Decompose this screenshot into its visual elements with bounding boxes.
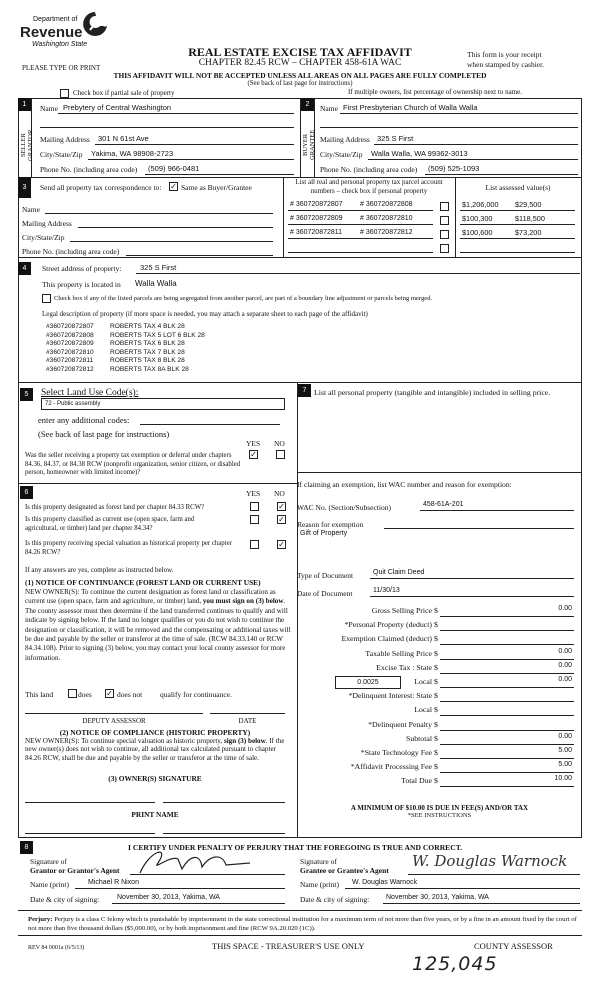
currency-symbol: $ [434,705,438,715]
form-revision: REV 84 0001a (6/5/13) [28,945,85,951]
currency-symbol: $ [434,719,438,729]
logo-line3: Washington State [32,41,88,48]
line [420,510,574,511]
minimum-due-note: A MINIMUM OF $10.00 IS DUE IN FEE(S) AND/OR TAX [350,804,529,812]
doc-type-label: Type of Document [297,571,354,580]
buyer-city-label: City/State/Zip [320,150,363,159]
wac-field[interactable]: 458-61A-201 [423,501,464,508]
line [440,687,574,688]
grantee-name-label: Name (print) [300,880,339,889]
tax-line-label: Taxable Selling Price [365,648,432,658]
section-number-5: 5 [20,388,33,401]
tax-line-label: Total Due [401,776,432,786]
grantee-date-label: Date & city of signing: [300,895,370,904]
no-header: NO [274,489,285,498]
legal-description-line: ROBERTS TAX 4 BLK 28 [110,323,185,330]
current-use-no-checkbox[interactable] [277,515,286,524]
date-label: DATE [238,717,257,725]
logo-emblem-icon [82,10,108,40]
tax-line-value[interactable]: 0.00 [558,676,572,683]
personal-property-checkbox[interactable] [440,244,449,253]
perjury-notice [28,915,583,933]
section-number-3: 3 [18,177,31,198]
located-field[interactable]: Walla Walla [135,279,177,288]
corr-name-label: Name [22,205,40,214]
corr-mail-label: Mailing Address [22,219,72,228]
exemption-question: Was the seller receiving a property tax exemption or deferral under chapters 84.36, 84.37, or 84.38 RCW (nonprofit organization, senior citizen, or disabled person, homeowner with limited income)? [25,452,241,476]
print-name-label: PRINT NAME [131,810,179,819]
legal-parcel: #360720872811 [46,357,94,365]
assessed-value[interactable]: $73,200 [515,228,542,237]
date-line[interactable] [210,713,285,714]
parcel-number[interactable]: # 360720872811 [290,229,343,236]
currency-symbol: $ [434,691,438,701]
grantor-label: GRANTOR [27,129,34,161]
grantor-sig-label: Signature of [30,857,67,866]
multiple-owners-note: If multiple owners, list percentage of ownership next to name. [348,88,522,96]
see-back-note: (See back of last page for instructions) [247,80,353,87]
seller-side-label [20,120,34,170]
forest-land-question: Is this property designated as forest land per chapter 84.33 RCW? [25,504,205,511]
does-not-qualify-checkbox[interactable] [105,689,114,698]
warning-text: THIS AFFIDAVIT WILL NOT BE ACCEPTED UNLESS ALL AREAS ON ALL PAGES ARE FULLY COMPLETED [113,71,487,80]
line [425,174,578,175]
no-header: NO [274,439,285,448]
tax-line-label: *Delinquent Penalty [368,719,432,729]
legal-parcel: #360720872810 [46,348,94,356]
corr-city-field[interactable] [70,241,273,242]
line [383,903,580,904]
form-title: REAL ESTATE EXCISE TAX AFFIDAVIT [188,45,412,59]
treasurer-use-label: THIS SPACE - TREASURER'S USE ONLY [212,941,365,951]
buyer-label: BUYER [302,133,309,157]
corr-phone-field[interactable] [126,255,273,256]
tax-line-label: *Personal Property (deduct) [344,620,432,630]
currency-symbol: $ [434,620,438,630]
check-mark-icon: ✓ [278,540,285,549]
yes-header: YES [246,439,261,448]
check-mark-icon: ✓ [170,182,177,191]
logo-line1: Department of [33,16,78,23]
receipt-note-1: This form is your receipt [467,50,542,59]
notice-text: NEW OWNER(S): To continue special valuation as historic property, [25,737,223,745]
notice-text: . The county assessor must then determine if the land transferred continues to qualify and will indicate by signing below. If the land no longer qualifies or you do not wish to continue the designation or classification, it will be removed and the compensating or additional taxes will be due and payable by the seller or transferor at the time of sale. (RCW 84.33.140 or RCW 84.34.108). Prior to signing (3) below, you may contact your local county assessor for more information. [25,597,291,662]
additional-codes-label: enter any additional codes: [38,415,130,425]
if-yes-note: If any answers are yes, complete as instructed below. [25,566,174,574]
receipt-note-2: when stamped by cashier. [467,60,545,69]
historic-question: Is this property receiving special valuation as historical property per chapter 84.26 RCW? [25,540,232,556]
logo-line2: Revenue [20,24,83,41]
tax-line-label: *State Technology Fee [360,748,432,757]
print-name-line[interactable] [25,833,155,834]
grantee-signature-field[interactable]: W. Douglas Warnock [412,852,568,870]
line [368,159,578,160]
notice-bold: you must sign on (3) below [202,597,284,606]
currency-symbol: $ [434,634,438,644]
legal-description-line: ROBERTS TAX 6 BLK 28 [110,340,185,348]
owner-signature-line[interactable] [163,802,285,803]
divider [18,382,582,383]
buyer-phone-label: Phone No. (including area code) [320,165,418,174]
assessed-header: List assessed value(s) [485,183,551,192]
buyer-phone-field[interactable]: (509) 525-1093 [428,164,480,173]
tax-line-value[interactable]: 0.00 [558,647,572,655]
street-label: Street address of property: [42,264,122,273]
line [440,616,574,617]
tax-line-label: Subtotal [406,733,432,743]
notice-text: NEW OWNER(S): To continue the current designation as forest land or classification as current use (open space, farm and agriculture, or timber) land, [25,588,276,606]
tax-line-value[interactable]: 5.00 [558,747,572,754]
assessed-value[interactable]: $100,300 [462,214,493,223]
divider [297,382,298,838]
corr-city-label: City/State/Zip [22,233,65,242]
legal-parcel: #360720872807 [46,323,94,330]
currency-symbol: $ [434,677,438,686]
legal-description-line: ROBERTS TAX 8 BLK 28 [110,357,185,365]
divider [18,935,582,936]
personal-property-checkbox[interactable] [440,216,449,225]
this-land-label: This land [25,690,54,699]
county-assessor-label: COUNTY ASSESSOR [474,941,553,951]
tax-line-value[interactable]: 0.00 [558,661,572,669]
grantee-sig-label: Signature of [300,857,337,866]
currency-symbol: $ [434,606,438,615]
yes-header: YES [246,489,261,498]
grantee-name-field[interactable]: W. Douglas Warnock [352,879,418,886]
forest-yes-checkbox[interactable] [250,502,259,511]
handwritten-number: 125,045 [412,953,498,975]
notice-compliance-title: (2) NOTICE OF COMPLIANCE (HISTORIC PROPERTY) [59,728,251,737]
local-rate-field[interactable]: 0.0025 [335,676,401,689]
exemption-header: If claiming an exemption, list WAC number and reason for exemption: [297,480,512,489]
currency-symbol: $ [434,662,438,672]
land-use-select[interactable]: 72 - Public assembly [41,398,285,410]
line [288,238,433,239]
seller-name-field[interactable]: Prebytery of Central Washington [63,103,172,112]
seller-city-field[interactable]: Yakima, WA 98908-2723 [91,149,174,158]
partial-sale-checkbox[interactable] [60,89,69,98]
legal-parcel: #360720872809 [46,340,94,348]
check-mark-icon: ✓ [278,502,285,511]
land-use-label: Select Land Use Code(s): [41,388,139,398]
section-number-8: 8 [20,841,33,854]
check-mark-icon: ✓ [250,450,257,459]
assessed-value[interactable]: $1,206,000 [462,200,499,209]
current-use-yes-checkbox[interactable] [250,515,259,524]
legal-description-line: ROBERTS TAX 7 BLK 28 [110,348,185,356]
section-number-6: 6 [20,486,33,499]
seller-city-label: City/State/Zip [40,150,83,159]
seller-phone-label: Phone No. (including area code) [40,165,138,174]
line [440,644,574,645]
line [440,715,574,716]
assessed-value[interactable]: $100,600 [462,228,493,237]
exemption-no-checkbox[interactable] [276,450,285,459]
line [460,224,575,225]
does-label: does [78,690,92,699]
assessed-value[interactable]: $29,500 [515,200,542,209]
seller-label: SELLER [20,133,27,157]
current-use-question: Is this property classified as current use (open space, farm and agricultural, or timber) land per chapter 84.34? [25,516,195,532]
buyer-name-label: Name [320,104,338,113]
section-number-1: 1 [18,98,31,111]
assessed-value[interactable]: $118,500 [515,214,545,223]
currency-symbol: $ [434,776,438,786]
same-as-buyer-label: Same as Buyer/Grantee [181,183,252,192]
seller-mail-label: Mailing Address [40,135,90,144]
does-not-label: does not [117,690,143,699]
seller-name-label: Name [40,104,58,113]
parcel-number[interactable]: # 360720872810 [360,215,413,222]
notice-continuance-title: (1) NOTICE OF CONTINUANCE (FOREST LAND OR CURRENT USE) [25,578,261,587]
grantee-sig-label-bold: Grantee or Grantee's Agent [300,866,389,875]
section-number-4: 4 [18,262,31,275]
section-number-2: 2 [301,98,314,111]
same-as-buyer-checkbox[interactable] [169,182,178,191]
legal-parcel: #360720872808 [46,331,94,339]
divider [18,257,582,258]
perjury-text: Perjury is a class C felony which is punishable by imprisonment in the state correctional institution for a maximum term of not more than five years, or by a fine in an amount fixed by the court of not more than five thousand dollars ($5,000.00), or by both imprisonment and fine (RCW 9A.20.020 (1C)). [28,916,577,932]
buyer-mail-label: Mailing Address [320,135,370,144]
line [384,528,574,529]
seller-mail-field[interactable]: 301 N 61st Ave [98,134,149,143]
grantee-date-field[interactable]: November 30, 2013, Yakima, WA [386,894,489,901]
does-qualify-checkbox[interactable] [68,689,77,698]
please-type: PLEASE TYPE OR PRINT [22,64,101,72]
historic-no-checkbox[interactable] [277,540,286,549]
divider [18,910,582,911]
line [58,113,294,114]
parcel-number[interactable]: # 360720872807 [290,201,343,208]
line [374,144,578,145]
owner-signature-label: (3) OWNER(S) SIGNATURE [108,774,202,783]
legal-description-line: ROBERTS TAX 5 LOT 6 BLK 28 [110,331,205,339]
tax-line-label: Local [414,677,432,686]
grantor-date-field[interactable]: November 30, 2013, Yakima, WA [117,894,220,901]
currency-symbol: $ [434,762,438,772]
line [40,127,294,128]
tax-line-value[interactable]: 0.00 [558,605,572,612]
tax-line-label: *Delinquent Interest: State [348,691,432,701]
line [440,772,574,773]
segregated-checkbox[interactable] [42,294,51,303]
grantee-label: GRANTEE [309,129,316,161]
deputy-assessor-line[interactable] [25,713,203,714]
notice-continuance-text [25,588,293,663]
parcel-header: List all real and personal property tax parcel account numbers – check box if personal property [295,178,443,195]
divider [283,177,284,257]
line [145,174,294,175]
grantor-date-label: Date & city of signing: [30,895,100,904]
located-label: This property is located in [42,280,121,289]
line [320,127,578,128]
line [288,224,433,225]
doc-date-label: Date of Document [297,589,353,598]
certify-statement: I CERTIFY UNDER PENALTY OF PERJURY THAT THE FOREGOING IS TRUE AND CORRECT. [128,843,463,852]
street-field[interactable]: 325 S First [140,263,177,272]
divider [18,483,298,484]
tax-line-value[interactable]: 10.00 [554,775,572,783]
see-instructions-note: *SEE INSTRUCTIONS [407,812,472,819]
print-name-line[interactable] [163,833,285,834]
currency-symbol: $ [434,748,438,757]
line [95,144,294,145]
line [440,744,574,745]
tax-line-label: Gross Selling Price [371,606,432,615]
additional-codes-field[interactable] [140,424,280,425]
parcel-number[interactable]: # 360720872812 [360,229,413,236]
grantor-name-label: Name (print) [30,880,69,889]
section-number-7: 7 [298,384,311,397]
exemption-yes-checkbox[interactable] [249,450,258,459]
line [340,113,578,114]
line [460,238,575,239]
owner-signature-line[interactable] [25,802,155,803]
reason-field[interactable]: Gift of Property [300,530,348,537]
check-mark-icon: ✓ [278,515,285,524]
line [408,874,580,875]
reason-label: Reason for exemption [297,520,364,529]
line [440,758,574,759]
corr-name-field[interactable] [45,213,273,214]
doc-type-field[interactable]: Quit Claim Deed [373,569,425,576]
buyer-name-field[interactable]: First Presbyterian Church of Walla Walla [343,103,478,112]
line [288,252,433,253]
personal-property-checkbox[interactable] [440,230,449,239]
wac-label: WAC No. (Section/Subsection) [297,503,391,512]
send-correspondence-label: Send all property tax correspondence to: [40,183,162,192]
tax-line-label: Exemption Claimed (deduct) [341,634,432,644]
line [370,596,574,597]
parcel-number[interactable]: # 360720872808 [360,201,413,208]
buyer-side-label [302,120,316,170]
check-mark-icon: ✓ [106,689,113,698]
currency-symbol: $ [434,733,438,743]
line [440,730,574,731]
line [460,252,575,253]
see-back-land-use: (See back of last page for instructions) [38,429,170,439]
personal-property-checkbox[interactable] [440,202,449,211]
tax-line-label: Local [414,705,432,715]
doc-date-field[interactable]: 11/30/13 [373,587,400,594]
notice-text: . If the new owner(s) does not wish to continue, all additional tax calculated pursuant to chapter 84.26 RCW, shall be due and payable by the seller or transferor at the time of sale. [25,737,285,762]
line [440,659,574,660]
notice-bold: sign (3) below [223,737,266,745]
corr-mail-field[interactable] [78,227,273,228]
line [440,673,574,674]
divider [297,472,582,473]
deputy-assessor-label: DEPUTY ASSESSOR [82,717,146,725]
currency-symbol: $ [434,648,438,658]
tax-line-label: Excise Tax : State [376,662,432,672]
line [88,159,294,160]
grantor-sig-label-bold: Grantor or Grantor's Agent [30,866,120,875]
line [370,578,574,579]
corr-phone-label: Phone No. (including area code) [22,247,120,256]
seller-phone-field[interactable]: (509) 966-0481 [148,164,200,173]
line [136,273,580,274]
line [460,210,575,211]
personal-property-label: List all personal property (tangible and intangible) included in selling price. [314,388,551,397]
grantor-name-field[interactable]: Michael R Nixon [88,879,139,886]
legal-label: Legal description of property (if more space is needed, you may attach a separate sheet to each page of the affidavit) [42,310,368,318]
historic-yes-checkbox[interactable] [250,540,259,549]
buyer-city-field[interactable]: Walla Walla, WA 99362-3013 [371,149,468,158]
segregated-label: Check box if any of the listed parcels are being segregated from another parcel, are part of a boundary line adjustment or parcels being merged. [54,295,433,302]
line [345,888,580,889]
line [288,210,433,211]
tax-line-value[interactable]: 5.00 [558,761,572,769]
forest-no-checkbox[interactable] [277,502,286,511]
line [440,786,574,787]
tax-line-value[interactable]: 0.00 [558,732,572,740]
line [440,701,574,702]
notice-compliance-text [25,737,293,762]
line [112,903,285,904]
parcel-number[interactable]: # 360720872809 [290,215,343,222]
form-chapter: CHAPTER 82.45 RCW – CHAPTER 458-61A WAC [198,58,402,68]
legal-parcel: #360720872812 [46,366,94,373]
partial-sale-label: Check box if partial sale of property [73,89,175,97]
line [75,888,285,889]
grantor-signature-icon [130,845,260,877]
tax-line-label: *Affidavit Processing Fee [350,762,432,772]
qualify-label: qualify for continuance. [160,690,232,699]
line [440,630,574,631]
buyer-mail-field[interactable]: 325 S First [377,134,414,143]
perjury-bold: Perjury: [28,916,53,923]
legal-description-line: ROBERTS TAX 8A BLK 28 [110,366,189,373]
